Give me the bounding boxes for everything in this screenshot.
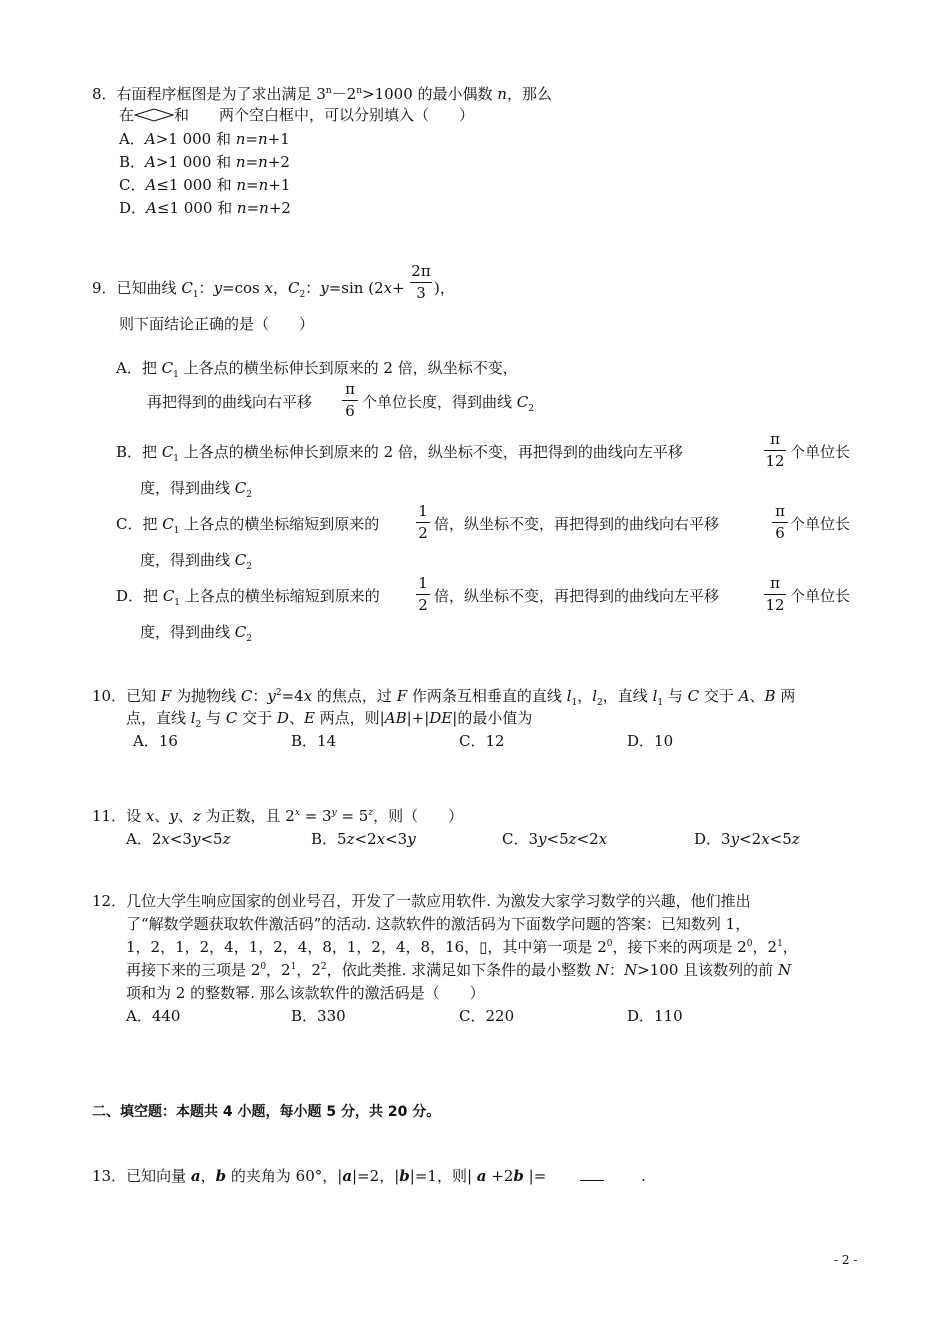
page-number: - 2 - [834,1253,858,1267]
q9-c-fraction2: π 6 [772,502,788,543]
q9-b-fraction: π 12 [765,430,785,470]
q12-option-b[interactable]: B．330 [291,1007,346,1025]
q9-c-fraction1: 1 2 [416,502,430,543]
q10-option-a[interactable]: A．16 [133,732,178,750]
q9-a-fraction: π 6 [342,380,358,421]
q9-option-a-line2-end: 个单位长度，得到曲线 $C_2$ [362,393,534,414]
q9-d-fraction2: π 12 [765,574,785,614]
q9-option-a-line2: 再把得到的曲线向右平移 [147,393,313,411]
q9-option-d[interactable]: D．把 $C_1$ 上各点的横坐标缩短到原来的 [116,587,380,608]
q13-answer-blank[interactable] [580,1166,604,1186]
q8-line2: 在 和 两个空白框中，可以分别填入（ ） [119,106,475,124]
decision-diamond-icon [134,108,174,122]
q12-option-d[interactable]: D．110 [627,1007,683,1025]
q8-option-a[interactable]: A．A>1 000 和 n=n+1 [119,130,290,148]
q12-option-c[interactable]: C．220 [459,1007,515,1025]
q12-line4: 再接下来的三项是 $2^0$，$2^1$，$2^2$，依此类推. 求满足如下条件的最小整数 N：N>100 且该数列的前 N [126,961,792,979]
q8-option-b[interactable]: B．A>1 000 和 n=n+2 [119,153,290,171]
q9-option-c-line2: 度，得到曲线 $C_2$ [140,551,252,572]
q9-option-b-line2: 度，得到曲线 $C_2$ [140,479,252,500]
q11-line1: 11．设 x、y、z 为正数，且 $2^x = 3^y = 5^z$，则（ ） [92,807,464,825]
q10-option-d[interactable]: D．10 [627,732,674,750]
q12-line2: 了“解数学题获取软件激活码”的活动. 这款软件的激活码为下面数学问题的答案：已知数列 1， [126,915,751,933]
q9-option-b-end: 个单位长 [790,443,851,461]
q12-line1: 12．几位大学生响应国家的创业号召，开发了一款应用软件. 为激发大家学习数学的兴趣，他们推出 [92,892,751,910]
q8-line1: 8．右面程序框图是为了求出满足 $3^n-2^n>1000$ 的最小偶数 n，那么 [92,85,552,103]
q12-option-a[interactable]: A．440 [126,1007,181,1025]
q9-option-d-end: 个单位长 [790,587,851,605]
q9-option-a[interactable]: A．把 $C_1$ 上各点的横坐标伸长到原来的 2 倍，纵坐标不变， [116,359,518,380]
missing-glyph-icon: ▯ [479,938,488,956]
q9-option-c[interactable]: C．把 $C_1$ 上各点的横坐标缩短到原来的 [116,515,380,536]
q11-option-d[interactable]: D．3y<2x<5z [694,830,800,848]
q9-option-d-mid: 倍，纵坐标不变，再把得到的曲线向左平移 [434,587,720,605]
q12-line5: 项和为 2 的整数幂. 那么该款软件的激活码是（ ） [126,984,485,1002]
section-heading: 二、填空题：本题共 4 小题，每小题 5 分，共 20 分。 [92,1104,441,1120]
q9-line1-end: )， [434,279,455,297]
q8-option-d[interactable]: D．A≤1 000 和 n=n+2 [119,199,291,217]
q13-line1: 13．已知向量 a，b 的夹角为 60°，|a|=2，|b|=1，则| a +2b |= [92,1167,547,1185]
q10-option-c[interactable]: C．12 [459,732,505,750]
q10-option-b[interactable]: B．14 [291,732,337,750]
q11-option-a[interactable]: A．2x<3y<5z [126,830,231,848]
q13-period: . [641,1167,646,1185]
q8-option-c[interactable]: C．A≤1 000 和 n=n+1 [119,176,291,194]
q9-d-fraction1: 1 2 [416,574,430,615]
q9-fraction-2pi-3: 2π 3 [411,262,431,302]
q11-option-b[interactable]: B．5z<2x<3y [311,830,416,848]
q9-option-c-mid: 倍，纵坐标不变，再把得到的曲线向右平移 [434,515,720,533]
q9-line2: 则下面结论正确的是（ ） [119,315,315,333]
q8-number: 8． [92,85,117,103]
q9-option-b[interactable]: B．把 $C_1$ 上各点的横坐标伸长到原来的 2 倍，纵坐标不变，再把得到的曲线向左平移 [116,443,683,464]
q11-option-c[interactable]: C．3y<5z<2x [502,830,608,848]
q9-option-c-end: 个单位长 [790,515,851,533]
q12-line3: 1，2，1，2，4，1，2，4，8，1，2，4，8，16，▯，其中第一项是 $2^0$，接下来的两项是 $2^0$，$2^1$， [126,938,798,956]
q9-option-d-line2: 度，得到曲线 $C_2$ [140,623,252,644]
q9-line1: 9．已知曲线 $C_1$：y=cos x，$C_2$：y=sin (2x+ [92,279,405,300]
q10-line2: 点，直线 $l_2$ 与 C 交于 D、E 两点，则|AB|+|DE|的最小值为 [126,709,533,730]
q10-line1: 10．已知 F 为抛物线 C：$y^2=4x$ 的焦点，过 F 作两条互相垂直的直线 $l_1$，$l_2$，直线 $l_1$ 与 C 交于 A、B 两 [92,687,796,708]
